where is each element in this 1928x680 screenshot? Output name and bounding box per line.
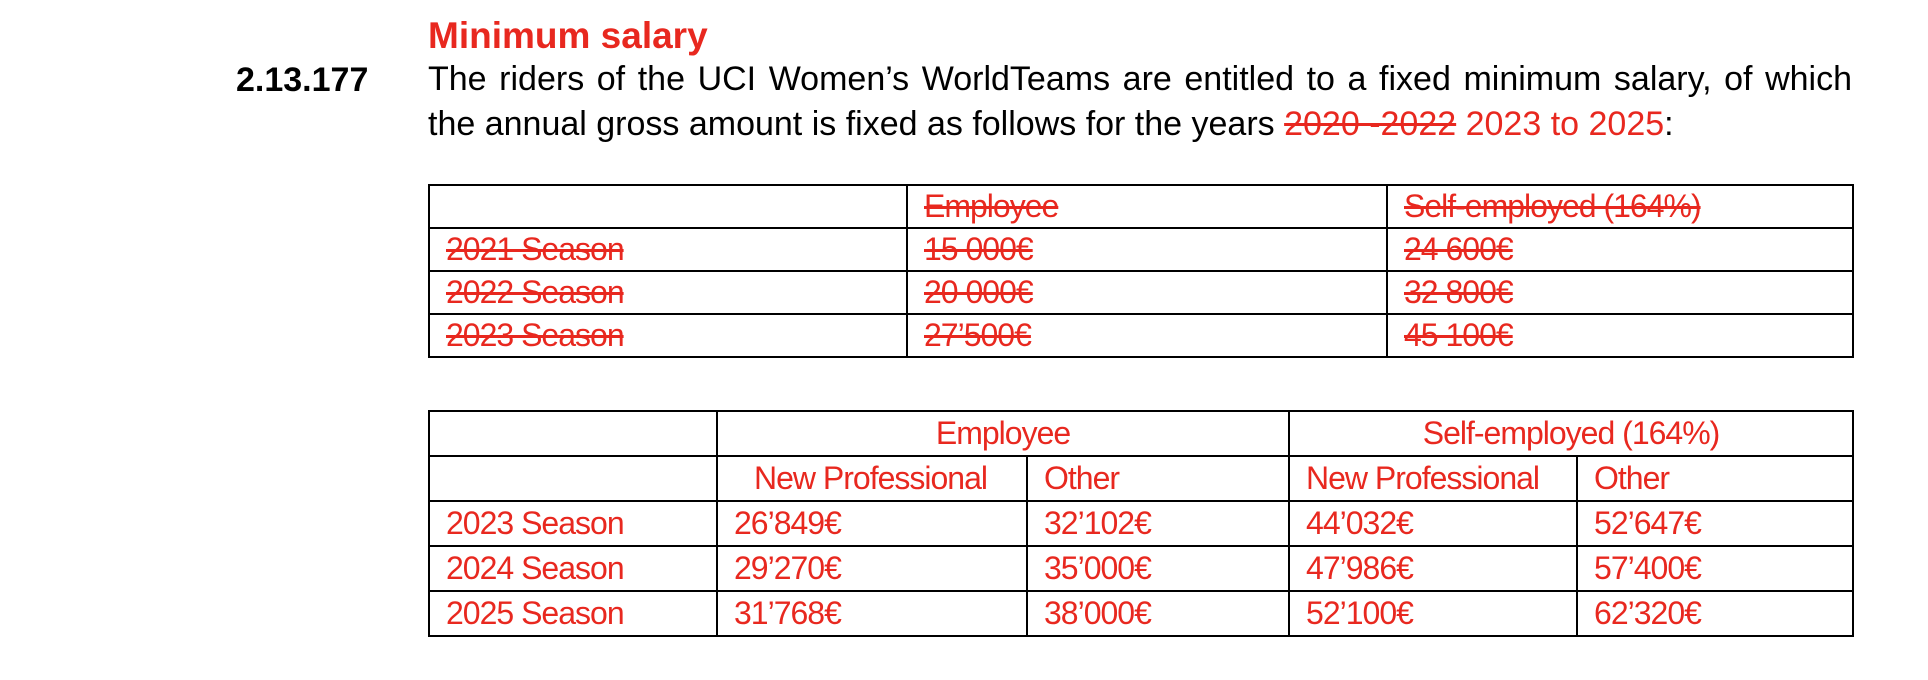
new-years: 2023 to 2025 — [1465, 105, 1665, 143]
table-cell: 2021 Season — [429, 228, 907, 271]
table-cell: 62’320€ — [1577, 591, 1853, 636]
old-salary-table — [428, 184, 1854, 358]
header-cell: New Professional — [717, 456, 1027, 501]
table-cell: 26’849€ — [717, 501, 1027, 546]
table-row — [429, 501, 1853, 546]
table-cell: 32 800€ — [1387, 271, 1853, 314]
struck-years: 2020 -2022 — [1284, 105, 1457, 143]
table-cell: 32’102€ — [1027, 501, 1289, 546]
table-cell: 44’032€ — [1289, 501, 1577, 546]
table-cell: 57’400€ — [1577, 546, 1853, 591]
header-cell: Other — [1577, 456, 1853, 501]
table-cell: 2022 Season — [429, 271, 907, 314]
table-cell: 47’986€ — [1289, 546, 1577, 591]
table-cell: 2023 Season — [429, 501, 717, 546]
table-cell: 29’270€ — [717, 546, 1027, 591]
table-cell: 45 100€ — [1387, 314, 1853, 357]
table-cell: 2025 Season — [429, 591, 717, 636]
header-cell: Other — [1027, 456, 1289, 501]
table-cell: 52’100€ — [1289, 591, 1577, 636]
table-cell: 2023 Season — [429, 314, 907, 357]
table-cell: 20 000€ — [907, 271, 1387, 314]
table-row — [429, 314, 1853, 357]
paragraph-text: The riders of the UCI Women’s WorldTeams are entitled to a fixed minimum salary, of which the annual gross amount is fixed as follows for the years — [428, 60, 1852, 143]
header-cell — [429, 456, 717, 501]
header-cell: Employee — [907, 185, 1387, 228]
table-cell: 38’000€ — [1027, 591, 1289, 636]
table-row — [429, 591, 1853, 636]
table-cell: 2024 Season — [429, 546, 717, 591]
table-sub-header-row — [429, 456, 1853, 501]
section-heading: Minimum salary — [428, 15, 708, 56]
article-number: 2.13.177 — [236, 61, 369, 99]
table-cell: 27’500€ — [907, 314, 1387, 357]
table-cell: 31’768€ — [717, 591, 1027, 636]
table-cell: 15 000€ — [907, 228, 1387, 271]
table-row — [429, 546, 1853, 591]
header-cell — [429, 411, 717, 456]
table-cell: 52’647€ — [1577, 501, 1853, 546]
new-salary-table — [428, 410, 1854, 637]
table-cell: 35’000€ — [1027, 546, 1289, 591]
header-cell: New Professional — [1289, 456, 1577, 501]
header-cell — [429, 185, 907, 228]
header-cell-employee: Employee — [717, 411, 1289, 456]
table-row — [429, 271, 1853, 314]
paragraph-end: : — [1664, 105, 1674, 143]
table-row — [429, 228, 1853, 271]
header-cell: Self-employed (164%) — [1387, 185, 1853, 228]
table-cell: 24 600€ — [1387, 228, 1853, 271]
table-group-header-row — [429, 411, 1853, 456]
table-header-row — [429, 185, 1853, 228]
header-cell-self-employed: Self-employed (164%) — [1289, 411, 1853, 456]
article-paragraph — [428, 57, 1852, 147]
